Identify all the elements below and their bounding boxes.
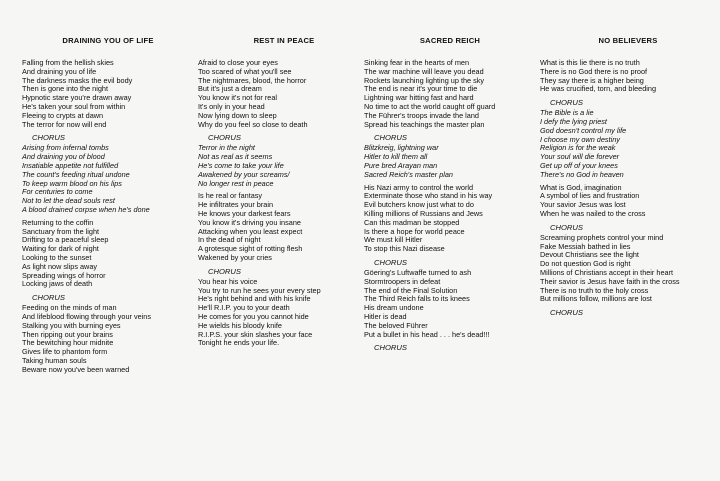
lyric-line: No longer rest in peace [198,178,274,188]
lyric-line: A blood drained corpse when he's done [22,204,150,214]
lyric-line: Fake Messiah bathed in lies [540,241,631,251]
lyric-line: I defy the lying priest [540,116,607,126]
lyric-line: Too scared of what you'll see [198,66,292,76]
chorus-label: CHORUS [208,133,241,143]
verse-stanza [540,59,716,94]
chorus-stanza [540,109,716,179]
chorus-label: CHORUS [32,293,65,303]
lyric-line: Then is gone into the night [22,84,109,94]
verse-stanza [198,59,370,129]
lyric-line: Waiting for dark of night [22,244,99,254]
chorus-label: CHORUS [374,343,407,353]
lyric-line: The Bible is a lie [540,108,594,118]
lyric-line: The bewitching hour midnite [22,338,114,348]
lyric-line: He's taken your soul from within [22,101,126,111]
lyric-line: Now lying down to sleep [198,110,277,120]
lyric-line: A symbol of lies and frustration [540,191,640,201]
chorus-label: CHORUS [208,266,241,276]
lyric-line: No time to act the world caught off guard [364,101,496,111]
lyric-line: Beware now you've been warned [22,364,130,374]
chorus-label: CHORUS [550,222,583,232]
lyric-line: His Nazi army to control the world [364,182,474,192]
lyric-line: Can this madman be stopped [364,217,460,227]
lyric-line: To stop this Nazi disease [364,244,445,254]
lyric-line: Terror in the night [198,143,255,153]
lyric-line: R.I.P.S. your skin slashes your face [198,329,313,339]
lyric-line: And lifeblood flowing through your veins [22,311,151,321]
lyric-line: The nightmares, blood, the horror [198,75,307,85]
lyric-line: Falling from the hellish skies [22,58,114,67]
lyric-line: Locking jaws of death [22,279,93,289]
verse-stanza [22,304,194,374]
lyric-line: When he was nailed to the cross [540,208,646,218]
lyric-line: But it's just a dream [198,84,262,94]
lyric-line: Not as real as it seems [198,152,273,162]
lyric-line: And draining you of life [22,66,97,76]
lyric-line: You try to run he sees your every step [198,285,321,295]
lyric-line: Hitler to kill them all [364,152,428,162]
lyric-line: The terror for now will end [22,119,107,129]
lyric-line: You hear his voice [198,276,258,286]
lyric-line: Get up off of your knees [540,160,618,170]
verse-stanza [22,219,194,289]
chorus-label: CHORUS [374,133,407,143]
lyric-line: Religion is for the weak [540,143,616,153]
lyric-line: Fleeing to crypts at dawn [22,110,104,120]
verse-stanza [364,269,536,339]
lyric-line: The count's feeding ritual undone [22,169,130,179]
lyric-line: Tonight he ends your life. [198,338,280,348]
lyric-line: A grotesque sight of rotting flesh [198,244,303,254]
lyric-line: And draining you of blood [22,152,105,162]
verse-stanza [22,59,194,129]
verse-stanza [198,192,370,262]
lyric-line: He knows your darkest fears [198,208,291,218]
lyric-line: He'll R.I.P. you to your death [198,303,290,313]
lyric-line: It's only in your head [198,101,265,111]
verse-stanza [198,278,370,348]
lyric-line: For centuries to come [22,187,93,197]
lyric-line: Is there a hope for world peace [364,226,465,236]
verse-stanza [364,184,536,254]
lyric-line: He's come to take your life [198,160,284,170]
lyric-line: Their savior is Jesus have faith in the cross [540,276,680,286]
chorus-stanza [198,144,370,188]
lyric-line: What is this lie there is no truth [540,58,640,67]
verse-stanza [540,184,716,219]
lyric-line: The war machine will leave you dead [364,66,484,76]
lyric-line: The Third Reich falls to its knees [364,294,470,304]
lyric-line: Gives life to phantom form [22,347,108,357]
verse-stanza [540,234,716,304]
lyric-line: He comes for you you cannot hide [198,311,309,321]
verse-stanza [364,59,536,129]
lyric-line: Wakened by your cries [198,252,272,262]
lyric-line: Exterminate those who stand in his way [364,191,493,201]
song-title: NO BELIEVERS [598,36,658,45]
lyric-line: The beloved Führer [364,320,428,330]
lyric-line: Looking to the sunset [22,252,92,262]
lyric-line: The Führer's troops invade the land [364,110,479,120]
lyric-line: Awakened by your screams/ [198,169,290,179]
lyric-line: You know it's driving you insane [198,217,301,227]
lyric-line: Rockets launching lighting up the sky [364,75,485,85]
lyric-line: Your savior Jesus was lost [540,200,626,210]
lyric-line: In the dead of night [198,235,261,245]
lyric-line: Drifting to a peaceful sleep [22,235,109,245]
song-title: REST IN PEACE [253,36,315,45]
lyric-line: Put a bullet in his head . . . he's dead!!! [364,329,490,339]
chorus-stanza [22,144,194,214]
song-column [364,36,536,354]
lyric-line: Sanctuary from the light [22,226,100,236]
lyric-line: Arising from infernal tombs [22,143,109,153]
lyric-line: Your soul will die forever [540,152,620,162]
lyric-line: They say there is a higher being [540,75,644,85]
lyric-line: He's right behind and with his knife [198,294,311,304]
lyric-line: Screaming prophets control your mind [540,232,664,242]
lyric-line: Göering's Luftwaffe turned to ash [364,267,472,277]
lyric-line: We must kill Hitler [364,235,423,245]
lyric-line: Millions of Christians accept in their heart [540,267,674,277]
lyric-line: There's no God in heaven [540,169,624,179]
lyric-line: He infiltrates your brain [198,200,274,210]
chorus-stanza [364,144,536,179]
lyric-line: Spread his teachings the master plan [364,119,485,129]
lyric-line: Pure bred Arayan man [364,160,438,170]
lyric-line: Why do you feel so close to death [198,119,308,129]
lyric-line: Sinking fear in the hearts of men [364,58,470,67]
lyric-line: Do not question God is right [540,259,631,269]
lyric-line: Killing millions of Russians and Jews [364,208,483,218]
lyric-line: God doesn't control my life [540,125,627,135]
lyric-line: But millions follow, millions are lost [540,294,652,304]
lyric-line: Afraid to close your eyes [198,58,278,67]
lyric-line: Devout Christians see the light [540,250,639,260]
song-column [198,36,370,348]
lyric-line: The darkness masks the evil body [22,75,133,85]
lyric-line: Not to let the dead souls rest [22,196,115,206]
lyric-line: Stalking you with burning eyes [22,320,121,330]
chorus-label: CHORUS [550,308,583,318]
lyric-line: Feeding on the minds of man [22,303,117,313]
chorus-label: CHORUS [374,257,407,267]
lyric-line: As light now slips away [22,261,98,271]
lyric-line: He wields his bloody knife [198,320,282,330]
lyric-line: The end is near it's your time to die [364,84,478,94]
lyric-line: There is no God there is no proof [540,66,648,76]
lyric-line: What is God, imagination [540,182,622,192]
lyric-line: Hitler is dead [364,311,407,321]
lyric-line: You know it's not for real [198,93,278,103]
chorus-label: CHORUS [32,133,65,143]
lyric-line: Returning to the coffin [22,217,94,227]
lyric-line: Lightning war hitting fast and hard [364,93,474,103]
lyric-line: Sacred Reich's master plan [364,169,453,179]
lyric-line: I choose my own destiny [540,134,620,144]
lyric-line: To keep warm blood on his lips [22,178,122,188]
lyric-line: He was crucified, torn, and bleeding [540,84,657,94]
lyric-line: Attacking when you least expect [198,226,303,236]
lyric-line: The end of the Final Solution [364,285,458,295]
lyric-line: Then ripping out your brains [22,329,113,339]
lyric-line: Taking human souls [22,355,87,365]
lyric-line: Blitzkreig, lightning war [364,143,439,153]
song-column [540,36,716,319]
lyric-line: Insatiable appetite not fulfilled [22,160,119,170]
song-title: SACRED REICH [419,36,481,45]
lyric-line: His dream undone [364,303,424,313]
song-column [22,36,194,375]
lyric-line: Stormtroopers in defeat [364,276,441,286]
lyric-line: Hypnotic stare you're drawn away [22,93,132,103]
lyric-line: There is no truth to the holy cross [540,285,649,295]
chorus-label: CHORUS [550,98,583,108]
lyric-line: Spreading wings of horror [22,270,106,280]
lyric-line: Is he real or fantasy [198,191,263,201]
song-title: DRAINING YOU OF LIFE [62,36,154,45]
lyric-line: Evil butchers know just what to do [364,200,474,210]
